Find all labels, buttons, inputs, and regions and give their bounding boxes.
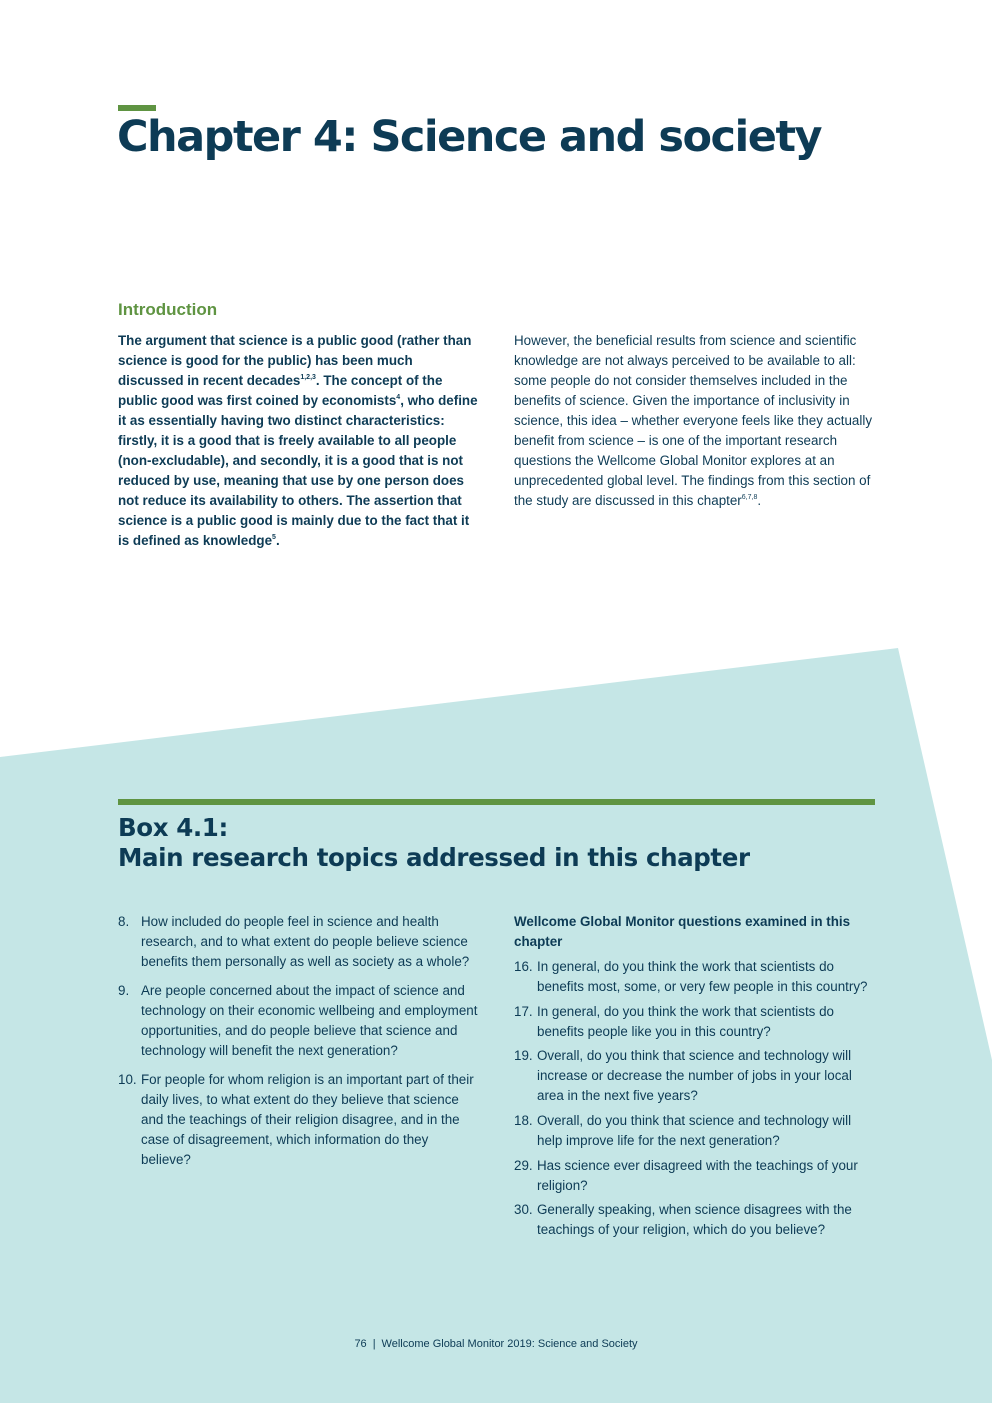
item-text: In general, do you think the work that scientists do benefits most, some, or very few people in this country? [537, 959, 868, 994]
item-number: 18. [514, 1113, 533, 1129]
chapter-title: Chapter 4: Science and society [117, 112, 822, 162]
publication-title: Wellcome Global Monitor 2019: Science and Society [381, 1338, 638, 1350]
item-text: How included do people feel in science and health research, and to what extent do people believe science benefits them personally as well as society as a whole? [141, 914, 470, 969]
box-title [118, 813, 750, 873]
item-number: 17. [514, 1003, 533, 1019]
item-text: Overall, do you think that science and technology will help improve life for the next generation? [537, 1113, 852, 1149]
list-item [118, 1070, 478, 1170]
item-number: 29. [514, 1157, 533, 1173]
footnote-ref: 5 [272, 534, 276, 541]
item-number: 19. [514, 1048, 533, 1064]
item-number: 16. [514, 959, 533, 974]
questions-heading: Wellcome Global Monitor questions examined in this chapter [514, 914, 851, 949]
item-text: In general, do you think the work that scientists do benefits people like you in this country? [537, 1003, 834, 1039]
item-number: 9. [118, 983, 130, 998]
research-topics-list [118, 912, 478, 1179]
item-text: For people for whom religion is an important part of their daily lives, to what extent do they believe that science and the teachings of their religion disagree, and in the case of disagreement, which information do they believe? [141, 1072, 474, 1167]
monitor-questions [514, 912, 879, 1245]
list-item [118, 912, 478, 972]
box-accent-rule [118, 799, 875, 805]
footer-separator: | [372, 1338, 376, 1350]
list-item [118, 981, 478, 1061]
list-item [514, 1046, 879, 1106]
intro-left-text-1: The argument that science is a public good (rather than science is good for the public) has been much discussed in recent decades [118, 333, 472, 388]
box-title-line-1: Box 4.1: [118, 813, 228, 842]
item-number: 10. [118, 1072, 137, 1087]
item-number: 30. [514, 1202, 533, 1218]
intro-left-paragraph [118, 331, 478, 551]
item-number: 8. [118, 914, 130, 929]
intro-heading: Introduction [118, 300, 218, 319]
list-item [514, 1111, 879, 1151]
intro-left-text-4: . [275, 533, 280, 548]
footnote-ref: 4 [396, 394, 401, 401]
item-text: Has science ever disagreed with the teachings of your religion? [537, 1157, 858, 1193]
title-accent-bar [118, 105, 156, 111]
intro-right-paragraph [514, 331, 874, 511]
intro-left-text-3: , who define it as essentially having two distinct characteristics: firstly, it is a good that is freely available to all people (non-excludable), and secondly, it is a good that is not reduced by use, meaning that use by one person does not reduce its availability to others. The assertion that science is a public good is mainly due to the fact that it is defined as knowledge [118, 393, 478, 548]
footnote-ref: 6,7,8 [741, 494, 758, 501]
page-number: 76 [354, 1338, 367, 1350]
box-title-line-2: Main research topics addressed in this chapter [118, 843, 750, 872]
intro-right-text-1: However, the beneficial results from science and scientific knowledge are not always perceived to be available to all: some people do not consider themselves included in the benefits of science. Given the importance of inclusivity in science, this idea – whether everyone feels like they actually benefit from science – is one of the important research questions the Wellcome Global Monitor explores at an unprecedented global level. The findings from this section of the study are discussed in this chapter [514, 333, 873, 508]
page-footer [0, 1338, 992, 1350]
item-text: Overall, do you think that science and technology will increase or decrease the number of jobs in your local area in the next five years? [537, 1048, 852, 1104]
list-item [514, 1156, 879, 1196]
intro-left-text-2: . The concept of the public good was first coined by economists [118, 373, 443, 408]
list-item [514, 957, 879, 997]
questions-list [514, 957, 879, 1240]
list-item [514, 1002, 879, 1042]
item-text: Are people concerned about the impact of science and technology on their economic wellbeing and employment opportunities, and do people believe that science and technology will benefit the next generation? [141, 983, 478, 1058]
list-item [514, 1200, 879, 1240]
footnote-ref: 1,2,3 [300, 374, 316, 381]
item-text: Generally speaking, when science disagrees with the teachings of your religion, which do you believe? [537, 1202, 852, 1238]
intro-right-text-2: . [757, 493, 762, 508]
